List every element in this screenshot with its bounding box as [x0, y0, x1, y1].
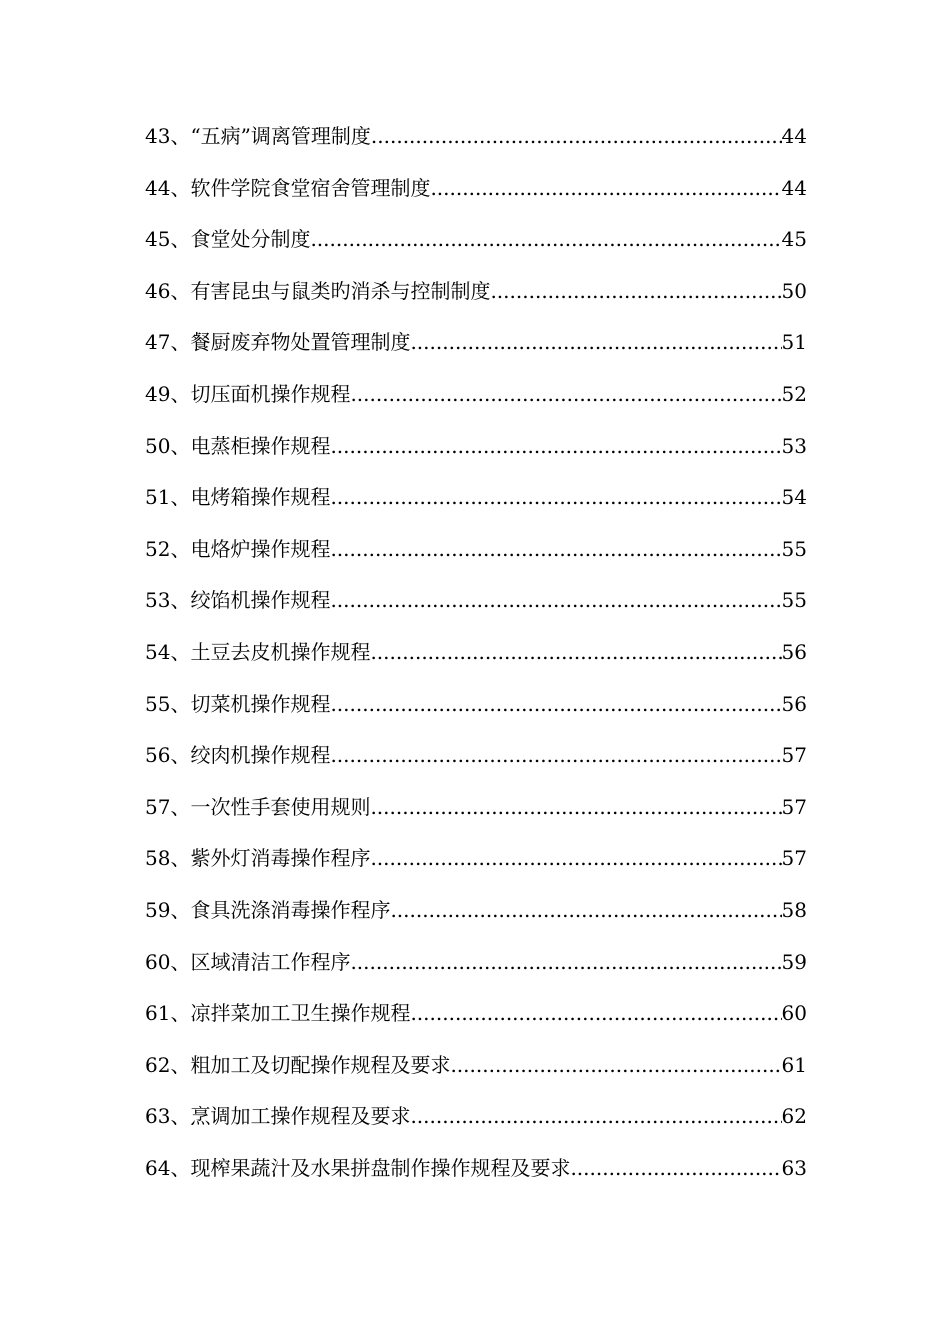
toc-entry-page: 59 — [781, 949, 807, 974]
toc-entry-title: 62、粗加工及切配操作规程及要求 — [145, 1052, 451, 1077]
toc-entry-title: 50、电蒸柜操作规程 — [145, 433, 331, 458]
toc-leader-dots — [330, 737, 781, 773]
toc-entry[interactable] — [145, 995, 807, 1047]
toc-entry-page: 62 — [781, 1104, 807, 1129]
toc-entry-title: 53、绞馅机操作规程 — [145, 588, 331, 613]
toc-entry-title: 52、电烙炉操作规程 — [145, 536, 331, 561]
toc-leader-dots — [350, 944, 781, 980]
toc-entry-page: 63 — [781, 1155, 807, 1180]
toc-entry-page: 50 — [781, 278, 807, 303]
toc-leader-dots — [370, 789, 781, 825]
toc-entry-title: 64、现榨果蔬汁及水果拼盘制作操作规程及要求 — [145, 1155, 571, 1180]
toc-leader-dots — [370, 634, 781, 670]
toc-entry-title: 63、烹调加工操作规程及要求 — [145, 1104, 411, 1129]
toc-leader-dots — [350, 376, 781, 412]
toc-leader-dots — [410, 324, 781, 360]
toc-leader-dots — [410, 1098, 781, 1134]
toc-entry-title: 47、餐厨废弃物处置管理制度 — [145, 330, 411, 355]
toc-entry[interactable] — [145, 273, 807, 325]
toc-entry-title: 44、软件学院食堂宿舍管理制度 — [145, 175, 431, 200]
toc-leader-dots — [330, 531, 781, 567]
toc-entry-title: 56、绞肉机操作规程 — [145, 743, 331, 768]
toc-entry[interactable] — [145, 531, 807, 583]
toc-leader-dots — [370, 840, 781, 876]
toc-leader-dots — [570, 1150, 781, 1186]
toc-entry-title: 43、“五病”调离管理制度 — [145, 124, 371, 148]
toc-leader-dots — [330, 428, 781, 464]
toc-entry[interactable] — [145, 737, 807, 789]
toc-entry-title: 46、有害昆虫与鼠类旳消杀与控制制度 — [145, 278, 491, 303]
toc-entry[interactable] — [145, 582, 807, 634]
toc-entry[interactable] — [145, 118, 807, 170]
toc-entry-page: 57 — [781, 846, 807, 871]
toc-entry[interactable] — [145, 221, 807, 273]
toc-entry-page: 51 — [781, 330, 807, 355]
toc-entry[interactable] — [145, 1150, 807, 1202]
toc-entry[interactable] — [145, 944, 807, 996]
toc-leader-dots — [410, 995, 781, 1031]
toc-entry-page: 60 — [781, 1001, 807, 1026]
toc-entry-title: 60、区域清洁工作程序 — [145, 949, 351, 974]
toc-leader-dots — [450, 1047, 781, 1083]
toc-entry[interactable] — [145, 1098, 807, 1150]
toc-entry-page: 44 — [781, 124, 807, 148]
toc-entry-page: 56 — [781, 639, 807, 664]
toc-leader-dots — [490, 273, 781, 309]
toc-entry[interactable] — [145, 892, 807, 944]
toc-entry-page: 55 — [781, 588, 807, 613]
toc-leader-dots — [371, 118, 782, 154]
toc-entry-title: 58、紫外灯消毒操作程序 — [145, 846, 371, 871]
toc-entry[interactable] — [145, 686, 807, 738]
table-of-contents — [145, 118, 807, 1201]
toc-entry-page: 58 — [781, 897, 807, 922]
toc-entry[interactable] — [145, 634, 807, 686]
toc-entry[interactable] — [145, 170, 807, 222]
toc-entry[interactable] — [145, 789, 807, 841]
toc-leader-dots — [330, 582, 781, 618]
toc-entry[interactable] — [145, 840, 807, 892]
toc-entry-page: 52 — [781, 381, 807, 406]
toc-leader-dots — [430, 170, 781, 206]
toc-leader-dots — [330, 686, 781, 722]
toc-entry-title: 57、一次性手套使用规则 — [145, 794, 371, 819]
toc-entry-page: 56 — [781, 691, 807, 716]
toc-entry[interactable] — [145, 376, 807, 428]
toc-entry-page: 61 — [781, 1052, 807, 1077]
toc-entry-page: 57 — [781, 794, 807, 819]
toc-entry-page: 57 — [781, 743, 807, 768]
toc-entry-title: 59、食具洗涤消毒操作程序 — [145, 897, 391, 922]
toc-leader-dots — [310, 221, 781, 257]
toc-entry[interactable] — [145, 428, 807, 480]
toc-entry-page: 54 — [781, 485, 807, 510]
toc-entry-title: 51、电烤箱操作规程 — [145, 485, 331, 510]
toc-entry-page: 53 — [781, 433, 807, 458]
toc-entry-title: 49、切压面机操作规程 — [145, 381, 351, 406]
toc-entry[interactable] — [145, 479, 807, 531]
toc-entry-title: 55、切菜机操作规程 — [145, 691, 331, 716]
toc-entry-page: 45 — [781, 227, 807, 252]
toc-entry-title: 61、凉拌菜加工卫生操作规程 — [145, 1001, 411, 1026]
toc-leader-dots — [390, 892, 781, 928]
toc-entry[interactable] — [145, 1047, 807, 1099]
toc-leader-dots — [330, 479, 781, 515]
toc-entry[interactable] — [145, 324, 807, 376]
toc-entry-title: 45、食堂处分制度 — [145, 227, 311, 252]
toc-entry-page: 55 — [781, 536, 807, 561]
toc-entry-title: 54、土豆去皮机操作规程 — [145, 639, 371, 664]
toc-entry-page: 44 — [781, 175, 807, 200]
